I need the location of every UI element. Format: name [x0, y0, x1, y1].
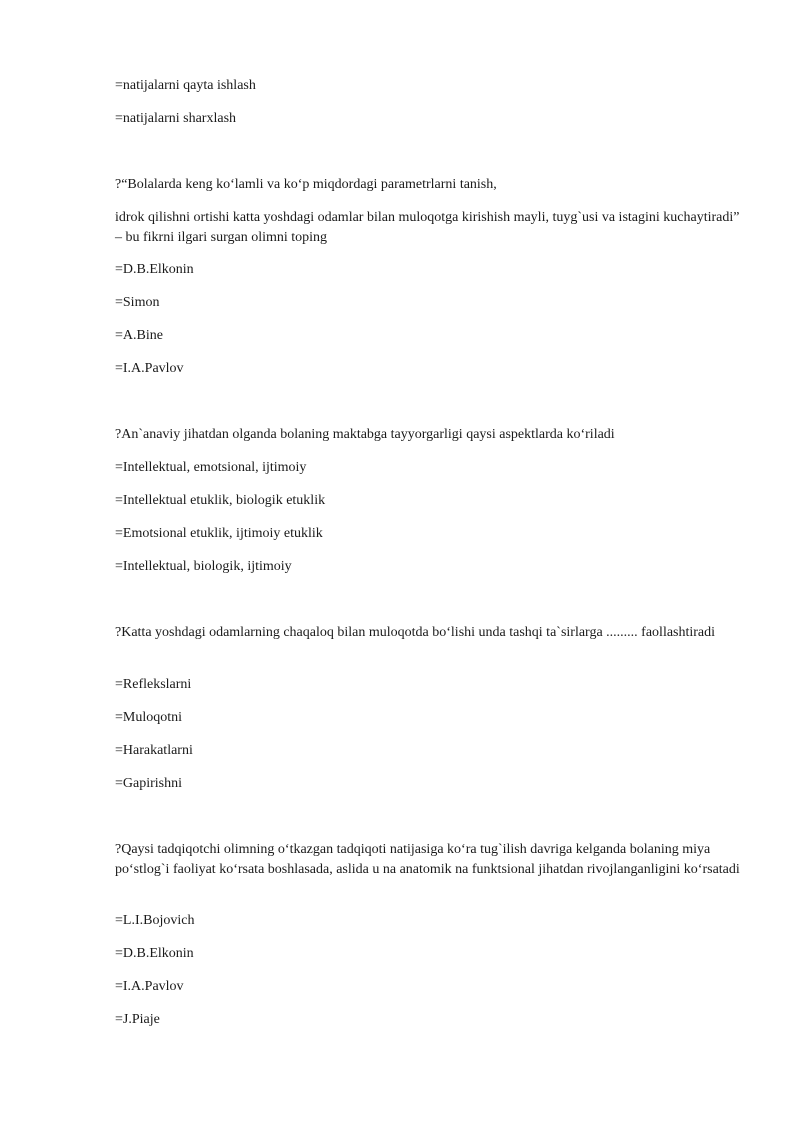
answer-option: =Intellektual etuklik, biologik etuklik: [115, 493, 326, 508]
answer-option: =Muloqotni: [115, 710, 183, 725]
question-text: ?“Bolalarda keng ko‘lamli va ko‘p miqdordagi parametrlarni tanish,: [115, 177, 497, 192]
answer-option: =I.A.Pavlov: [115, 979, 184, 994]
answer-option: =Harakatlarni: [115, 743, 193, 758]
answer-option: =J.Piaje: [115, 1012, 160, 1027]
question-text: idrok qilishni ortishi katta yoshdagi odamlar bilan muloqotga kirishish mayli, tuyg`usi va istagini kuchaytiradi” – bu fikrni ilgari surgan olimni toping: [115, 210, 740, 245]
answer-option: =Reflekslarni: [115, 677, 192, 692]
answer-option: =Simon: [115, 295, 160, 310]
question-text: ?Qaysi tadqiqotchi olimning o‘tkazgan tadqiqoti natijasiga ko‘ra tug`ilish davriga kelganda bolaning miya po‘stlog`i faoliyat ko‘rsata boshlasada, aslida u na anatomik na funktsional jihatdan rivojlanganligini ko‘rsatadi: [115, 842, 740, 877]
answer-option: =D.B.Elkonin: [115, 946, 194, 961]
answer-option: =A.Bine: [115, 328, 163, 343]
answer-option: =Intellektual, biologik, ijtimoiy: [115, 559, 292, 574]
answer-option: =Emotsional etuklik, ijtimoiy etuklik: [115, 526, 323, 541]
question-text: ?Katta yoshdagi odamlarning chaqaloq bilan muloqotda bo‘lishi unda tashqi ta`sirlarga ......... faollashtiradi: [115, 625, 716, 640]
answer-option: =Gapirishni: [115, 776, 182, 791]
answer-option: =I.A.Pavlov: [115, 361, 184, 376]
answer-option: =L.I.Bojovich: [115, 913, 195, 928]
answer-option: =D.B.Elkonin: [115, 262, 194, 277]
question-text: ?An`anaviy jihatdan olganda bolaning maktabga tayyorgarligi qaysi aspektlarda ko‘riladi: [115, 427, 615, 442]
answer-option: =natijalarni qayta ishlash: [115, 78, 256, 93]
answer-option: =natijalarni sharxlash: [115, 111, 237, 126]
answer-option: =Intellektual, emotsional, ijtimoiy: [115, 460, 307, 475]
